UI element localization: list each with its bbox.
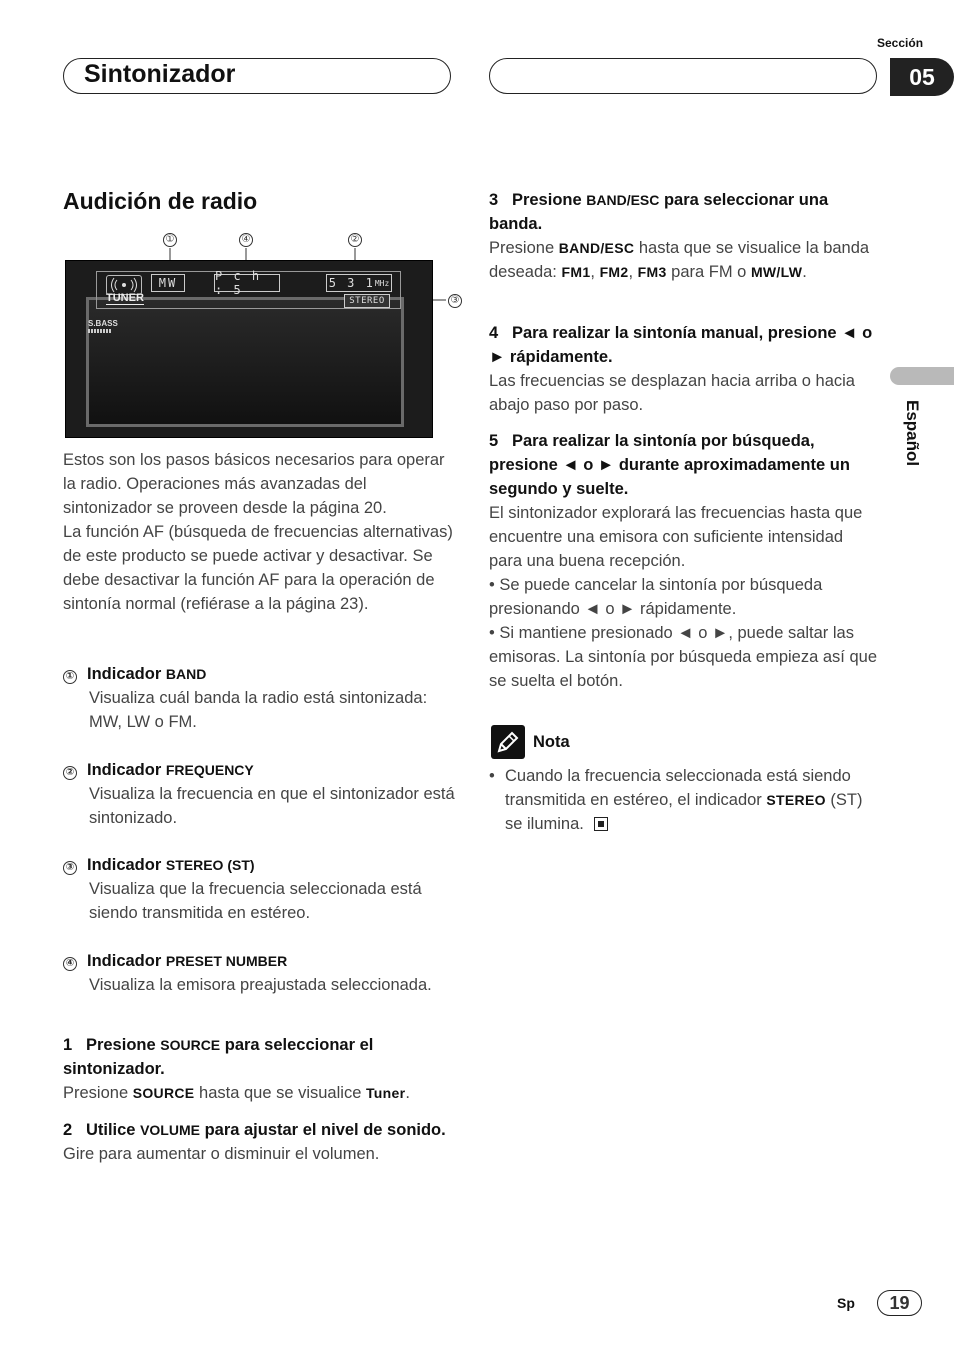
step-4 [489, 321, 879, 417]
step-head-text: para seleccionar el sintonizador. [63, 1036, 374, 1078]
note-text: • Cuando la frecuencia seleccionada está siendo transmitida en estéreo, el indicador STEREO (ST) se ilumina. [489, 767, 863, 833]
step-key: VOLUME [140, 1122, 200, 1138]
band-mwlw: MW/LW [750, 264, 803, 280]
note-body-text: Cuando la frecuencia seleccionada está siendo transmitida en estéreo, el indicador [505, 767, 851, 809]
step-3: 3 Presione BAND/ESC para seleccionar una banda. Presione BAND/ESC hasta que se visualice la banda deseada: FM1, FM2, FM3 para FM o MW/LW. [489, 191, 870, 281]
step-number: 4 [489, 324, 499, 342]
note-key: STEREO [766, 792, 826, 808]
page-title: Sintonizador [84, 60, 236, 88]
note-pencil-icon [491, 725, 525, 759]
section-title: Audición de radio [63, 188, 258, 214]
source-label: TUNER [106, 292, 144, 304]
step-number: 5 [489, 432, 499, 450]
step-key: SOURCE [160, 1037, 221, 1053]
indicator-key: PRESET NUMBER [165, 953, 288, 969]
step-head-text: Utilice [85, 1121, 136, 1139]
step-body-text: Presione [489, 239, 555, 257]
sbass-level-meter [88, 329, 112, 333]
step-key: Tuner [365, 1085, 406, 1101]
step-body-text: hasta que se visualice la banda deseada: [489, 239, 870, 281]
step-body-text: para FM o [671, 263, 747, 281]
indicator-number: ① [63, 670, 77, 684]
step-body-text: hasta que se visualice [199, 1084, 362, 1102]
step-head-text: para seleccionar una banda. [489, 191, 829, 233]
callout-3: ③ [448, 294, 462, 308]
step-head-text: Presione [85, 1036, 156, 1054]
indicator-title: Indicador [87, 665, 162, 683]
intro-paragraph-1: Estos son los pasos básicos necesarios para operar la radio. Operaciones más avanzadas del sintonizador se proveen desde la página 20. [63, 451, 445, 517]
page-number: 19 [877, 1290, 922, 1316]
indicator-number: ③ [63, 861, 77, 875]
indicator-key: FREQUENCY [165, 762, 254, 778]
indicator-band-item [63, 662, 458, 734]
indicator-preset-item [63, 949, 458, 997]
note-title: Nota [533, 733, 570, 751]
step-1 [63, 1033, 458, 1105]
section-label: Sección [877, 36, 924, 50]
frequency-unit: MHz [374, 278, 390, 288]
indicator-frequency-item [63, 758, 458, 830]
step-body-text: El sintonizador explorará las frecuencias hasta que encuentre una emisora con suficiente intensidad para una buena recepción. [489, 504, 863, 570]
frequency-value: 5 3 1 [328, 276, 375, 290]
sbass-indicator: S.BASS [88, 319, 118, 328]
indicator-title: Indicador [87, 761, 162, 779]
step-key: BAND/ESC [586, 192, 660, 208]
step-body-text: Gire para aumentar o disminuir el volumen. [63, 1145, 380, 1163]
band-fm3: FM3 [637, 264, 667, 280]
step-body-text: Presione [63, 1084, 129, 1102]
step-body-text: . [802, 263, 807, 281]
indicator-number: ④ [63, 957, 77, 971]
band-fm1: FM1 [561, 264, 591, 280]
step-2 [63, 1118, 458, 1166]
language-label: Español [903, 400, 922, 467]
indicator-description: Visualiza la emisora preajustada seleccionada. [89, 976, 432, 994]
step-head-text: Para realizar la sintonía por búsqueda, presione ◄ o ► durante aproximadamente un segundo y suelte. [489, 432, 850, 498]
end-mark-icon [594, 817, 608, 831]
step-number: 1 [63, 1036, 73, 1054]
indicator-stereo-item [63, 853, 458, 925]
callout-4: ④ [239, 233, 253, 247]
indicator-key: BAND [165, 666, 207, 682]
band-fm2: FM2 [599, 264, 629, 280]
band-indicator: MW [151, 274, 185, 292]
footer-lang-code: Sp [837, 1295, 855, 1311]
indicator-description: Visualiza cuál banda la radio está sintonizada: MW, LW o FM. [89, 689, 428, 731]
step-number: 3 [489, 191, 499, 209]
indicator-key: STEREO (ST) [165, 857, 255, 873]
step-body-text: Las frecuencias se desplazan hacia arriba o hacia abajo paso por paso. [489, 372, 855, 414]
step-head-text: para ajustar el nivel de sonido. [204, 1121, 446, 1139]
step-number: 2 [63, 1121, 73, 1139]
indicator-description: Visualiza que la frecuencia seleccionada está siendo transmitida en estéreo. [89, 880, 422, 922]
step-5 [489, 429, 879, 693]
step-key: BAND/ESC [558, 240, 635, 256]
indicator-description: Visualiza la frecuencia en que el sintonizador está sintonizado. [89, 785, 455, 827]
preset-indicator: P c h : 5 [214, 274, 280, 292]
step-key: SOURCE [132, 1085, 195, 1101]
intro-paragraph-2: La función AF (búsqueda de frecuencias alternativas) de este producto se puede activar y desactivar. Se debe desactivar la función AF para la operación de sintonía normal (refiérase a la página 23). [63, 523, 453, 613]
step-body-text: . [405, 1084, 410, 1102]
language-tab-bar [890, 367, 954, 385]
step-bullet: • Se puede cancelar la sintonía por búsqueda presionando ◄ o ► rápidamente. [489, 576, 823, 618]
header-blank-frame [489, 58, 877, 94]
display-screen [86, 297, 404, 427]
callout-2: ② [348, 233, 362, 247]
step-head-text: Presione [511, 191, 582, 209]
indicator-number: ② [63, 766, 77, 780]
indicator-title: Indicador [87, 952, 162, 970]
step-head-text: Para realizar la sintonía manual, presione ◄ o ► rápidamente. [489, 324, 873, 366]
tuner-display-illustration [65, 260, 433, 438]
indicator-title: Indicador [87, 856, 162, 874]
callout-1: ① [163, 233, 177, 247]
section-number-badge: 05 [890, 58, 954, 96]
stereo-indicator: STEREO [344, 294, 390, 308]
note-body-text: (ST) se ilumina. [505, 791, 863, 833]
frequency-indicator [326, 274, 392, 292]
step-bullet: • Si mantiene presionado ◄ o ►, puede saltar las emisoras. La sintonía por búsqueda empieza así que se suelta el botón. [489, 624, 877, 690]
